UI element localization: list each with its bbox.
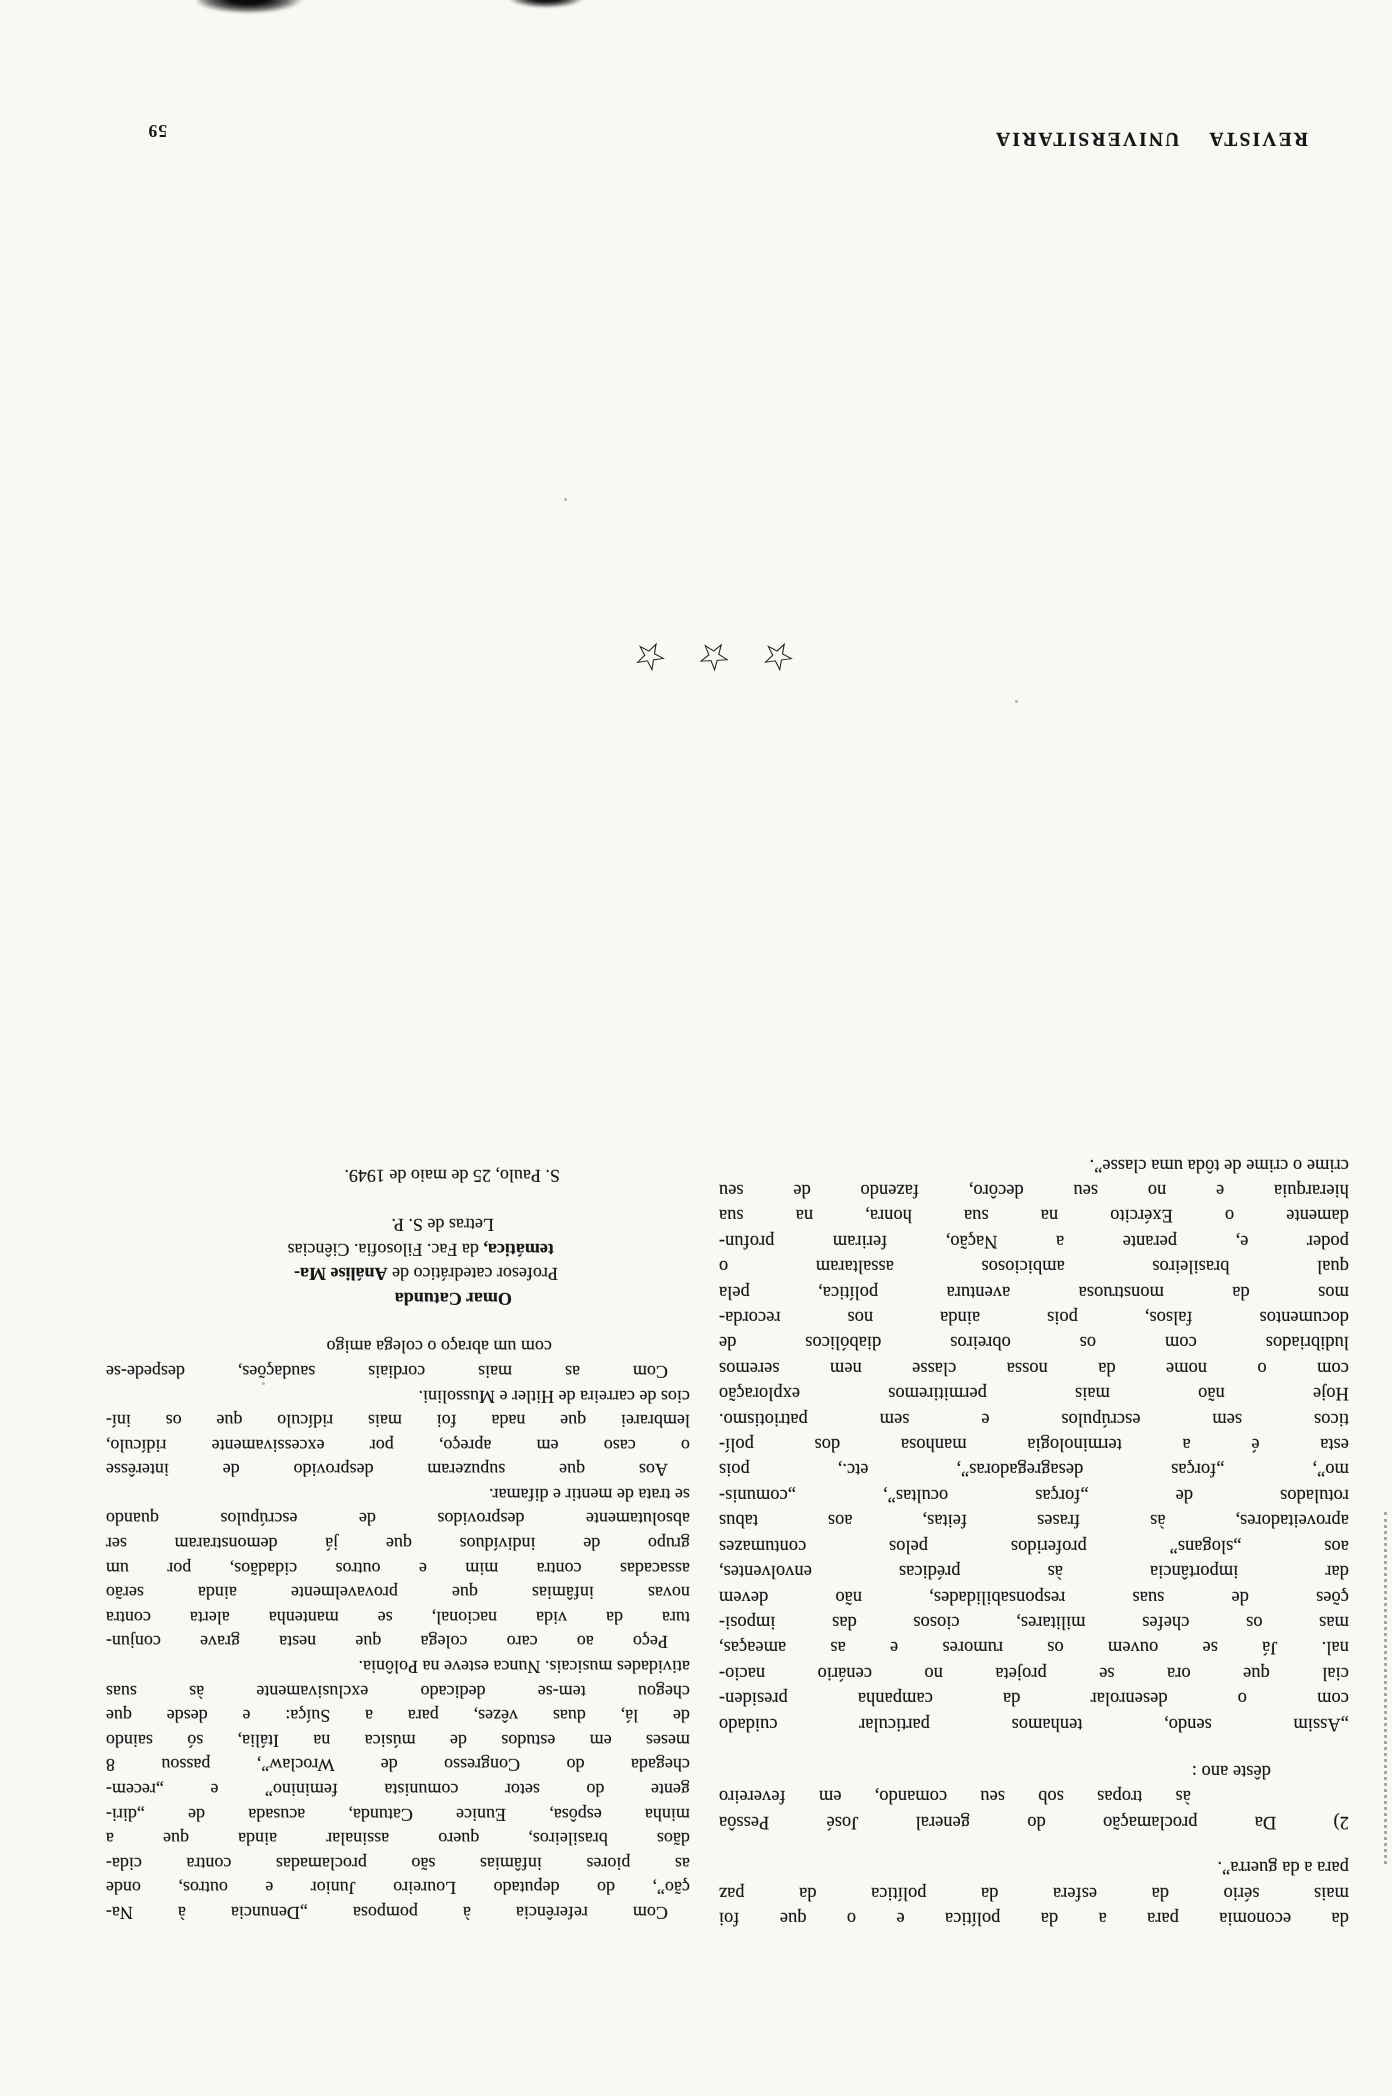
text-line: „Assim sendo, tenhamos particular cuidado: [719, 1713, 1349, 1734]
scan-speck: [262, 1382, 265, 1385]
page-number: 59: [147, 121, 167, 141]
text-line: de lá, duas vêzes, para a Suíça: e desde que: [106, 1706, 690, 1727]
text-line: Omar Catunda: [394, 1288, 512, 1309]
text-line: mos da monstruosa aventura política, pela: [719, 1281, 1349, 1302]
text-line: absolutamente desprovidos de escrúpulos quando: [106, 1509, 690, 1530]
text-line: atividades musicais. Nunca esteve na Polônia.: [358, 1657, 690, 1678]
text-line: meses em estudos de música na Itália, só saindo: [106, 1730, 690, 1751]
text-line: Aos que supuzeram desprovido de interêsse: [106, 1460, 668, 1481]
text-line: as piores infâmias são proclamadas contra cida-: [106, 1853, 690, 1874]
text-line: lembrarei que nada foi mais ridículo que os iní-: [106, 1411, 690, 1432]
text-line: qual brasileiros ambiciosos assaltaram o: [719, 1256, 1349, 1277]
text-line: Letras de S. P.: [391, 1214, 494, 1235]
text-line: ções de suas responsabilidades, não devem: [719, 1586, 1349, 1607]
text-line: Hoje não mais permitiremos exploração: [719, 1383, 1349, 1404]
text-line: Profesor catedrático de Análise Ma-: [294, 1264, 558, 1285]
scan-smudge: [197, 0, 311, 14]
text-line: chegada do Congresso de Wroclaw”, passou 8: [106, 1755, 690, 1776]
text-line: poder e, perante a Nação, feriram profun-: [719, 1230, 1349, 1251]
column-right: [106, 1164, 690, 1925]
text-line: grupo de indivíduos que já demonstraram ser: [106, 1534, 690, 1555]
text-line: tura da vida nacional, se mantenha alerta contra: [106, 1607, 690, 1628]
text-line: para a da guerra”.: [1217, 1857, 1349, 1878]
scan-edge-marks: [1384, 1512, 1387, 1864]
text-line: chegou tem-se dedicado exclusivamente às suas: [106, 1681, 690, 1702]
star-icon: ☆: [695, 634, 733, 680]
text-line: gente do setor comunista feminino” e „recem-: [106, 1780, 690, 1801]
text-line: aos „slogans” proferidos pelos contumazes: [719, 1535, 1349, 1556]
text-line: assacadas contra mim e outros cidadãos, por um: [106, 1558, 690, 1579]
text-line: documentos falsos, pois ainda nos recorda-: [719, 1307, 1349, 1328]
text-line: dãos brasileiros, quero assinalar ainda que a: [106, 1829, 690, 1850]
text-line: o caso em apreço, por excessivamente ridículo,: [106, 1435, 690, 1456]
text-line: S. Paulo, 25 de maio de 1949.: [344, 1166, 560, 1187]
text-line: mo”, „forças desagregadoras”, etc., pois: [719, 1459, 1349, 1480]
scan-smudge: [505, 0, 587, 9]
text-line: da economia para a da política e o que foi: [719, 1908, 1349, 1928]
scan-speck: [564, 498, 567, 501]
text-line: damente o Exército na sua honra, na sua: [719, 1205, 1349, 1226]
journal-title: REVISTA UNIVERSITARIA: [994, 128, 1308, 149]
text-line: minha espôsa, Eunice Catunda, acusada de „diri-: [106, 1804, 690, 1825]
text-line: mais sério da esfera da política da paz: [719, 1882, 1349, 1903]
text-line: temática, da Fac. Filosofia. Ciências: [287, 1239, 554, 1260]
text-line: aproveitadores, às frases feitas, aos tabus: [719, 1510, 1349, 1531]
text-line: 2) Da proclamação do general José Pessôa: [719, 1811, 1349, 1832]
text-line: ludibriados com os obreiros diabólicos de: [719, 1332, 1349, 1353]
text-line: rotulados de „forças ocultas”, „comunis-: [719, 1484, 1349, 1505]
star-separator: [18, 632, 1392, 682]
text-line: com um abraço o colega amigo: [326, 1337, 552, 1358]
text-line: com o nome da nossa classe nem seremos: [719, 1357, 1349, 1378]
column-left: [719, 1151, 1349, 1930]
text-line: novas infâmias que provavelmente ainda serão: [106, 1583, 690, 1604]
text-line: com o desenrolar da campanha presiden-: [719, 1688, 1349, 1709]
text-line: crime o crime de tôda uma classe”.: [1089, 1154, 1349, 1175]
star-icon: ☆: [629, 632, 671, 682]
text-line: dar importância às prédicas envolventes,: [719, 1561, 1349, 1582]
text-line: esta é a terminologia manhosa dos polí-: [719, 1434, 1349, 1455]
text-line: mas os chefes militares, ciosos das imposi-: [719, 1611, 1349, 1632]
text-line: cios de carreira de Hitler e Mussolini.: [418, 1386, 690, 1407]
star-icon: ☆: [758, 632, 799, 682]
text-line: se trata de mentir e difamar.: [489, 1484, 690, 1505]
text-line: Com referência à pomposa „Denuncia à Na-: [106, 1903, 668, 1923]
text-line: cial que ora se projeta no cenário nacio-: [719, 1662, 1349, 1683]
text-line: às tropas sob seu comando, em fevereiro: [719, 1786, 1191, 1807]
text-line: Com as mais cordiais saudações, despede-se: [106, 1361, 668, 1382]
text-line: dêste ano :: [1191, 1760, 1271, 1781]
text-line: ção”, do deputado Loureiro Junior e outros, onde: [106, 1878, 690, 1899]
text-line: ticos sem escrúpulos e sem patriotismo.: [719, 1408, 1349, 1429]
text-line: hierarquia e no seu decôro, fazendo de seu: [719, 1180, 1349, 1201]
scan-speck: [1015, 700, 1018, 703]
text-line: Peço ao caro colega que nesta grave conjun-: [106, 1632, 668, 1653]
text-line: nal. Já se ouvem os rumores e as ameaças,: [719, 1637, 1349, 1658]
